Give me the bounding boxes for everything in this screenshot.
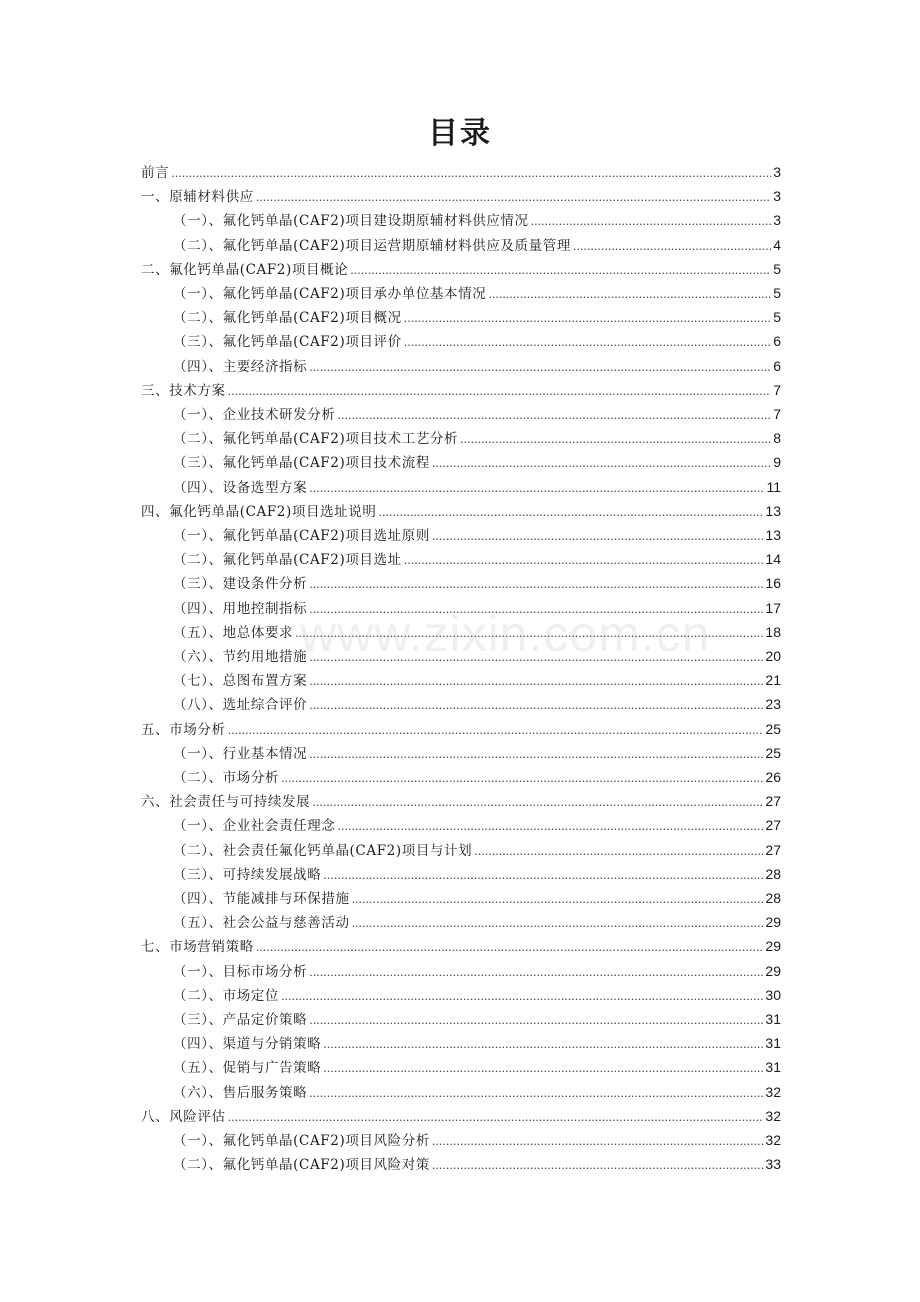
toc-dot-leader [228,719,764,743]
toc-page-number: 29 [765,914,781,931]
toc-entry[interactable] [141,789,781,813]
toc-dot-leader [309,694,763,718]
toc-entry-title: （三）、氟化钙单晶(CAF2)项目评价 [173,334,402,351]
toc-entry-title: （一）、氟化钙单晶(CAF2)项目选址原则 [173,528,430,544]
toc-dot-leader [309,356,771,380]
toc-page-number: 32 [765,1132,781,1148]
toc-entry-title: 八、风险评估 [141,1108,226,1125]
toc-dot-leader [460,428,771,452]
toc-dot-leader [350,259,771,283]
toc-dot-leader [432,525,764,549]
toc-entry-title: （二）、社会责任氟化钙单晶(CAF2)项目与计划 [173,842,473,859]
toc-entry-title: （二）、氟化钙单晶(CAF2)项目风险对策 [173,1157,430,1174]
toc-entry-title: （一）、企业社会责任理念 [173,818,336,835]
toc-entry[interactable] [173,281,781,305]
toc-entry[interactable] [141,257,781,281]
toc-dot-leader [256,186,771,210]
toc-page-number: 31 [765,1011,781,1027]
toc-page-number: 3 [773,164,781,180]
toc-entry[interactable] [173,692,781,716]
toc-dot-leader [309,573,763,597]
toc-page-number: 20 [765,648,781,664]
toc-entry[interactable] [173,862,781,886]
toc-entry[interactable] [173,983,781,1007]
toc-entry-title: 一、原辅材料供应 [141,189,254,206]
toc-page-number: 18 [765,623,781,640]
toc-page-number: 27 [765,817,781,834]
toc-entry[interactable] [141,934,781,958]
toc-entry[interactable] [173,402,781,426]
toc-page-number: 5 [773,285,781,301]
toc-page-number: 5 [773,260,781,277]
toc-dot-leader [281,985,763,1009]
toc-page-number: 6 [773,357,781,374]
toc-dot-leader [432,452,771,476]
toc-entry-title: 三、技术方案 [141,382,226,399]
toc-dot-leader [309,477,764,501]
toc-entry[interactable] [173,1031,781,1055]
toc-page-number: 8 [773,430,781,447]
toc-entry[interactable] [173,1080,781,1104]
toc-entry-title: （二）、氟化钙单晶(CAF2)项目选址 [173,552,402,569]
toc-dot-leader [337,815,763,839]
toc-dot-leader [256,936,764,960]
toc-dot-leader [309,598,763,622]
toc-dot-leader [488,283,771,307]
toc-entry-title: （六）、售后服务策略 [173,1084,308,1101]
toc-entry[interactable] [173,450,781,474]
toc-dot-leader [309,1009,763,1033]
toc-page-number: 16 [765,575,781,592]
toc-dot-leader [573,235,771,259]
toc-dot-leader [309,961,763,985]
toc-dot-leader [309,1082,763,1106]
toc-page-number: 29 [765,938,781,955]
toc-entry[interactable] [173,1128,781,1152]
toc-entry-title: （三）、氟化钙单晶(CAF2)项目技术流程 [173,455,430,472]
toc-entry[interactable] [173,208,781,232]
toc-page-number: 13 [765,502,781,519]
toc-page-number: 27 [765,841,781,858]
toc-entry-title: （四）、主要经济指标 [173,358,308,375]
toc-entry-title: （四）、节能减排与环保措施 [173,891,350,907]
toc-entry[interactable] [141,184,781,208]
toc-page-number: 32 [765,1107,781,1124]
toc-page-number: 26 [765,769,781,785]
toc-entry-title: （一）、行业基本情况 [173,745,308,762]
toc-dot-leader [295,622,763,646]
toc-entry[interactable] [141,1104,781,1128]
watermark: www.zixin.com.cn [300,606,711,662]
toc-entry[interactable] [173,571,781,595]
toc-entry-title: （四）、用地控制指标 [173,600,308,617]
toc-entry[interactable] [141,499,781,523]
toc-entry[interactable] [173,620,781,644]
toc-page-number: 30 [765,986,781,1003]
toc-page-number: 3 [773,212,781,229]
toc-entry-title: （六）、节约用地措施 [173,649,308,665]
toc-entry-title: （二）、市场定位 [173,987,280,1004]
toc-dot-leader [404,549,764,573]
toc-entry[interactable] [173,1152,781,1176]
toc-entry-title: （三）、产品定价策略 [173,1012,308,1028]
toc-entry-title: 二、氟化钙单晶(CAF2)项目概论 [141,261,349,278]
toc-dot-leader [337,404,771,428]
toc-page-number: 23 [765,696,781,713]
toc-entry-title: （二）、氟化钙单晶(CAF2)项目运营期原辅材料供应及质量管理 [173,237,571,254]
toc-entry-title: （一）、氟化钙单晶(CAF2)项目承办单位基本情况 [173,286,487,302]
toc-entry-title: （五）、地总体要求 [173,624,294,641]
toc-dot-leader [378,501,763,525]
toc-entry[interactable] [173,329,781,353]
toc-dot-leader [309,670,763,694]
toc-entry[interactable] [173,886,781,910]
toc-entry-title: （二）、市场分析 [173,770,280,786]
toc-page-number: 7 [773,381,781,398]
toc-entry[interactable] [173,910,781,934]
toc-dot-leader [312,791,763,815]
toc-page-number: 6 [773,333,781,350]
toc-entry-title: （七）、总图布置方案 [173,673,308,690]
toc-entry[interactable] [173,668,781,692]
toc-title: 目录 [428,116,492,151]
toc-entry[interactable] [173,233,781,257]
toc-entry[interactable] [141,160,781,184]
toc-page-number: 3 [773,188,781,205]
toc-dot-leader [323,864,763,888]
toc-entry[interactable] [173,1007,781,1031]
toc-entry[interactable] [173,305,781,329]
toc-page-number: 9 [773,454,781,471]
toc-dot-leader [432,1154,764,1178]
toc-entry[interactable] [173,959,781,983]
toc-entry-title: 六、社会责任与可持续发展 [141,794,311,811]
toc-entry[interactable] [173,644,781,668]
toc-dot-leader [309,646,763,670]
toc-dot-leader [309,743,763,767]
toc-page-number: 4 [773,236,781,253]
toc-dot-leader [281,767,763,791]
toc-entry-title: （一）、氟化钙单晶(CAF2)项目风险分析 [173,1133,430,1149]
toc-entry[interactable] [173,426,781,450]
toc-entry[interactable] [173,475,781,499]
toc-dot-leader [432,1130,764,1154]
toc-dot-leader [404,331,771,355]
toc-entry-title: （五）、促销与广告策略 [173,1060,322,1077]
toc-entry[interactable] [173,354,781,378]
toc-page-number: 13 [765,527,781,543]
toc-entry[interactable] [173,1055,781,1079]
toc-page-number: 21 [765,672,781,689]
toc-entry[interactable] [173,741,781,765]
toc-entry[interactable] [141,378,781,402]
toc-page-number: 31 [765,1059,781,1076]
toc-entry-title: 四、氟化钙单晶(CAF2)项目选址说明 [141,503,377,520]
toc-page-number: 29 [765,962,781,979]
toc-entry[interactable] [173,596,781,620]
toc-page-number: 27 [765,793,781,810]
toc-page-number: 7 [773,406,781,422]
toc-dot-leader [404,307,771,331]
toc-page-number: 32 [765,1083,781,1100]
toc-page-number: 33 [765,1156,781,1173]
toc-entry-title: （二）、氟化钙单晶(CAF2)项目技术工艺分析 [173,431,459,448]
toc-entry-title: 七、市场营销策略 [141,939,254,956]
toc-page-number: 25 [765,720,781,737]
toc-page-number: 17 [765,599,781,616]
toc-dot-leader [474,840,763,864]
toc-entry-title: （一）、企业技术研发分析 [173,407,336,423]
toc-page-number: 31 [765,1035,781,1052]
toc-dot-leader [531,210,772,234]
toc-entry-title: （二）、氟化钙单晶(CAF2)项目概况 [173,310,402,327]
toc-entry-title: （四）、设备选型方案 [173,479,308,496]
toc-entry-title: （四）、渠道与分销策略 [173,1036,322,1053]
toc-dot-leader [352,888,764,912]
toc-entry[interactable] [173,813,781,837]
toc-dot-leader [323,1057,763,1081]
toc-page-number: 28 [765,890,781,906]
toc-entry-title: （八）、选址综合评价 [173,697,308,714]
toc-entry[interactable] [141,717,781,741]
toc-page-number: 11 [766,478,781,495]
toc-page-number: 25 [765,744,781,761]
toc-dot-leader [323,1033,763,1057]
toc-entry-title: （五）、社会公益与慈善活动 [173,915,350,932]
toc-entry[interactable] [173,838,781,862]
toc-entry[interactable] [173,765,781,789]
toc-page-number: 5 [773,309,781,326]
toc-entry-title: （一）、目标市场分析 [173,963,308,980]
toc-entry[interactable] [173,547,781,571]
toc-page-number: 28 [765,865,781,882]
toc-dot-leader [228,1106,764,1130]
toc-entry-title: 前言 [141,165,170,181]
toc-dot-leader [171,162,771,186]
toc-dot-leader [228,380,772,404]
toc-entry-title: （三）、可持续发展战略 [173,866,322,883]
toc-page-number: 14 [765,551,781,568]
toc-entry-title: （一）、氟化钙单晶(CAF2)项目建设期原辅材料供应情况 [173,213,529,230]
toc-dot-leader [352,912,764,936]
toc-entry[interactable] [173,523,781,547]
toc-entry-title: 五、市场分析 [141,721,226,738]
toc-entry-title: （三）、建设条件分析 [173,576,308,593]
